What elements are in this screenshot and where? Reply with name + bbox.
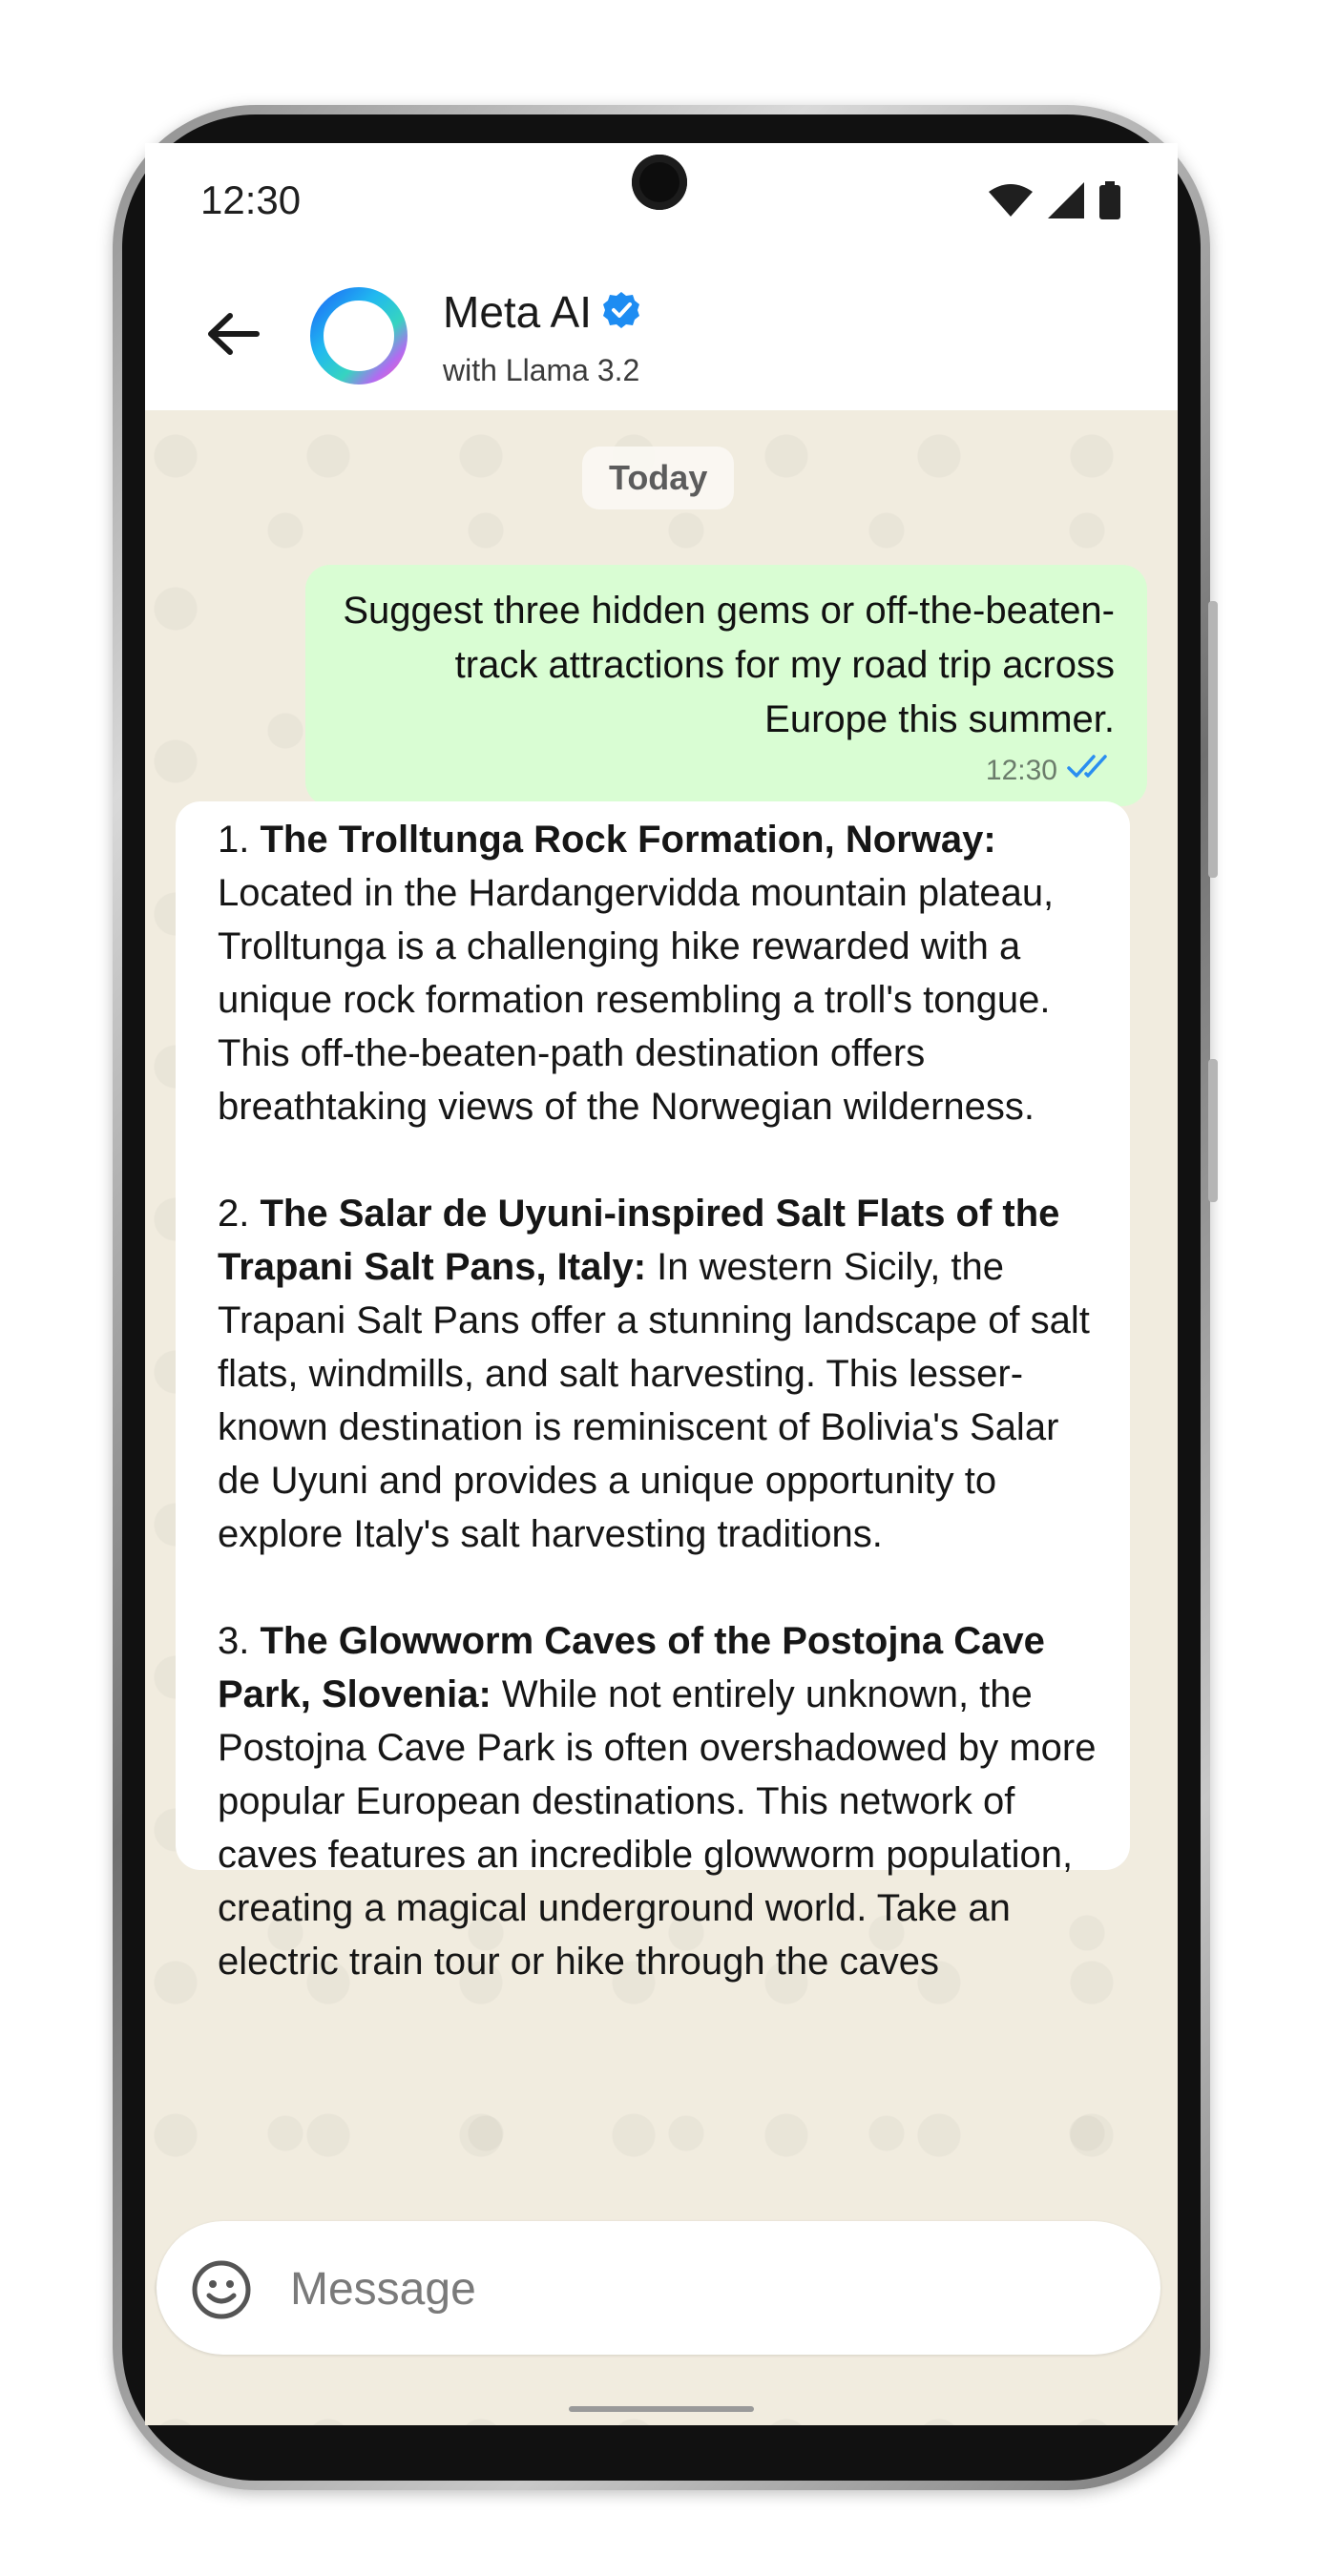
status-icons bbox=[989, 181, 1120, 224]
status-bar bbox=[145, 143, 1178, 258]
signal-icon bbox=[1048, 182, 1084, 223]
front-camera bbox=[632, 155, 687, 210]
incoming-message[interactable] bbox=[176, 801, 1130, 1983]
back-button[interactable] bbox=[195, 296, 271, 372]
verified-badge-icon bbox=[601, 290, 641, 335]
message-input[interactable] bbox=[288, 2250, 1113, 2328]
list-item bbox=[218, 813, 1101, 1133]
item-body: In western Sicily, the Trapani Salt Pans offer a stunning landscape of salt flats, windmills, and salt harvesting. This lesser-known destination is reminiscent of Bolivia's Salar de Uyuni and provides a unique opportunity to explore Italy's salt harvesting traditions. bbox=[218, 1246, 1090, 1555]
item-number: 1. bbox=[218, 819, 250, 861]
item-number: 2. bbox=[218, 1193, 250, 1235]
item-number: 3. bbox=[218, 1620, 250, 1662]
chat-area[interactable] bbox=[145, 410, 1178, 2425]
contact-name: Meta AI bbox=[443, 287, 592, 337]
double-check-icon bbox=[1067, 753, 1115, 789]
item-body: Located in the Hardangervidda mountain plateau, Trolltunga is a challenging hike rewarded with a unique rock formation resembling a troll's tongue. This off-the-beaten-path destination offers breathtaking views of the Norwegian wilderness. bbox=[218, 872, 1055, 1128]
battery-icon bbox=[1099, 181, 1120, 224]
message-meta bbox=[338, 753, 1115, 789]
emoji-button[interactable] bbox=[191, 2259, 252, 2320]
list-item bbox=[218, 1187, 1101, 1561]
power-button bbox=[1208, 601, 1218, 878]
list-item bbox=[218, 1614, 1101, 1988]
outgoing-message[interactable] bbox=[305, 565, 1147, 806]
message-composer bbox=[157, 2221, 1160, 2355]
message-time: 12:30 bbox=[985, 755, 1057, 786]
contact-name-row[interactable] bbox=[443, 286, 641, 338]
home-indicator[interactable] bbox=[569, 2406, 754, 2412]
item-title: The Glowworm Caves of the Postojna Cave Park, Slovenia: bbox=[218, 1620, 1045, 1715]
item-title: The Trolltunga Rock Formation, Norway: bbox=[260, 819, 996, 861]
item-body: While not entirely unknown, the Postojna Cave Park is often overshadowed by more popular European destinations. This network of caves features an incredible glowworm population, creating a magical underground world. Take an electric train tour or hike through the caves bbox=[218, 1673, 1097, 1983]
chat-header bbox=[145, 258, 1178, 410]
emoji-icon bbox=[191, 2259, 252, 2320]
back-arrow-icon bbox=[207, 312, 259, 356]
item-title: The Salar de Uyuni-inspired Salt Flats of the Trapani Salt Pans, Italy: bbox=[218, 1193, 1060, 1288]
wifi-icon bbox=[989, 184, 1033, 221]
contact-subtitle: with Llama 3.2 bbox=[443, 353, 640, 387]
meta-ai-avatar[interactable] bbox=[307, 284, 410, 387]
phone-screen bbox=[145, 143, 1178, 2425]
outgoing-message-text: Suggest three hidden gems or off-the-beaten-track attractions for my road trip across Europe this summer. bbox=[343, 590, 1115, 740]
date-separator: Today bbox=[582, 447, 734, 509]
status-time: 12:30 bbox=[200, 177, 302, 222]
volume-button bbox=[1208, 1059, 1218, 1202]
